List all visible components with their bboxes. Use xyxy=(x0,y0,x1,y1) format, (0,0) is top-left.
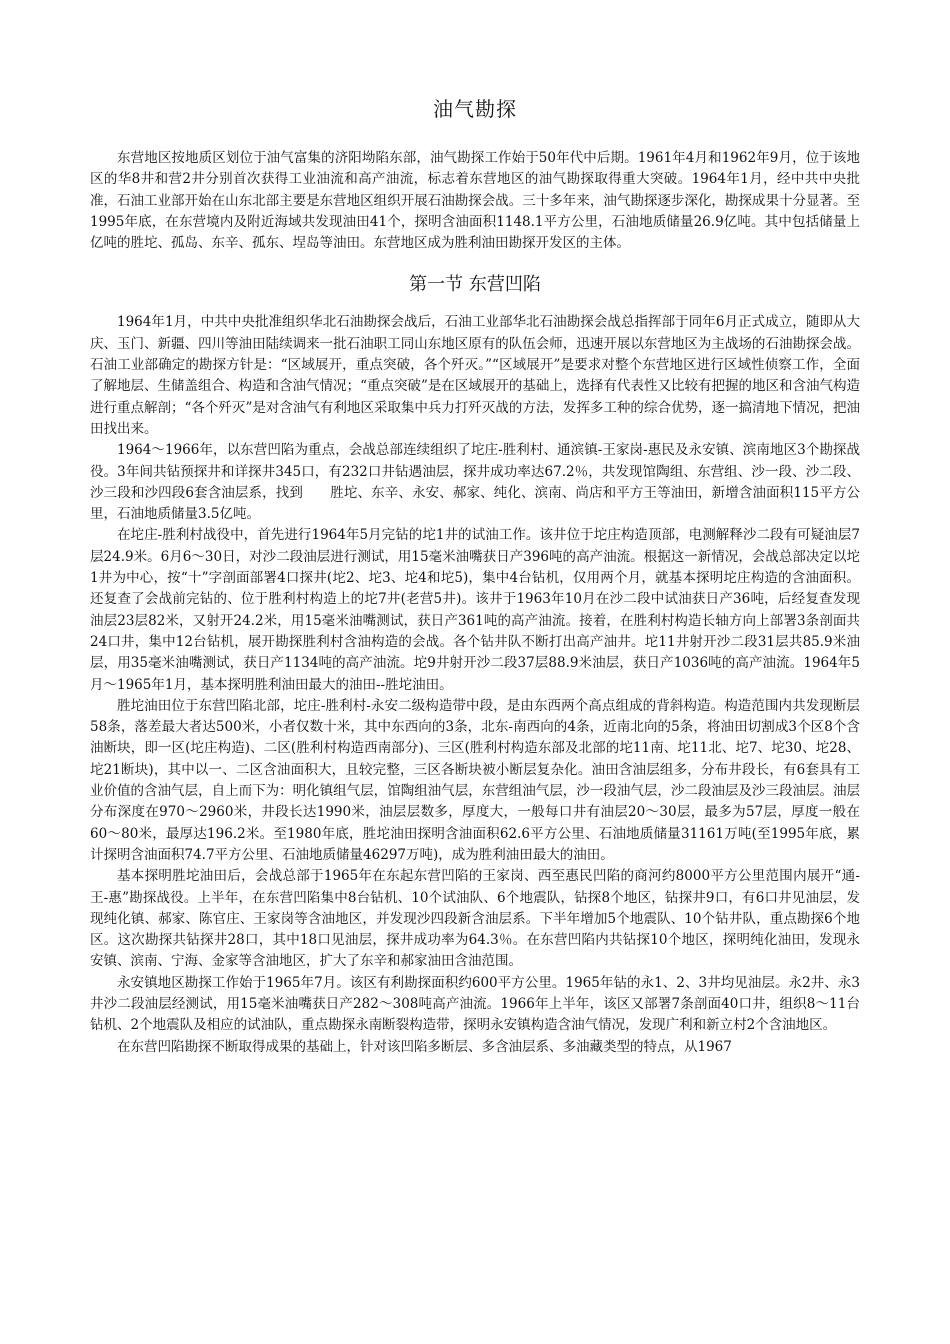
body-paragraph: 1964年1月，中共中央批准组织华北石油勘探会战后，石油工业部华北石油勘探会战总指挥部于同年6月正式成立，随即从大庆、玉门、新疆、四川等油田陆续调来一批石油职工同山东地区原有的队伍会师，迅速开展以东营地区为主战场的石油勘探会战。石油工业部确定的勘探方针是：“区域展开，重点突破，各个歼灭。”“区域展开”是要求对整个东营地区进行区域性侦察工作，全面了解地层、生储盖组合、构造和含油气情况；“重点突破”是在区域展开的基础上，选择有代表性又比较有把握的地区和含油气构造进行重点解剖；“各个歼灭”是对含油气有利地区采取集中兵力打歼灭战的方法，发挥多工种的综合优势，逐一搞清地下情况，把油田找出来。 xyxy=(90,314,860,437)
body-paragraph: 1964～1966年，以东营凹陷为重点，会战总部连续组织了坨庄-胜利村、通滨镇-王家岗-惠民及永安镇、滨南地区3个勘探战役。3年间共钻预探井和详探井345口，有232口井钻遇油层，探井成功率达67.2％，共发现馆陶组、东营组、沙一段、沙二段、沙三段和沙四段6套含油层系，找到 胜坨、东辛、永安、郝家、纯化、滨南、尚店和平方王等油田，新增含油面积115平方公里，石油地质储量3.5亿吨。 xyxy=(90,442,860,523)
body-paragraph: 基本探明胜坨油田后，会战总部于1965年在东起东营凹陷的王家岗、西至惠民凹陷的商河约8000平方公里范围内展开“通-王-惠”勘探战役。上半年，在东营凹陷集中8台钻机、10个试油队、6个地震队，钻探8个地区，钻探井9口，有6口井见油层，发现纯化镇、郝家、陈官庄、王家岗等含油地区，并发现沙四段新含油层系。下半年增加5个地震队、10个钻井队，重点勘探6个地区。这次勘探共钻探井28口，其中18口见油层，探井成功率为64.3％。在东营凹陷内共钻探10个地区，探明纯化油田，发现永安镇、滨南、宁海、金家等含油地区，扩大了东辛和郝家油田含油范围。 xyxy=(90,868,860,970)
intro-paragraph: 东营地区按地质区划位于油气富集的济阳坳陷东部，油气勘探工作始于50年代中后期。1961年4月和1962年9月，位于该地区的华8井和营2井分别首次获得工业油流和高产油流，标志着东营地区的油气勘探取得重大突破。1964年1月，经中共中央批准，石油工业部开始在山东北部主要是东营地区组织开展石油勘探会战。三十多年来，油气勘探逐步深化，勘探成果十分显著。至1995年底，在东营境内及附近海域共发现油田41个，探明含油面积1148.1平方公里，石油地质储量26.9亿吨。其中包括储量上亿吨的胜坨、孤岛、东辛、孤东、埕岛等油田。东营地区成为胜利油田勘探开发区的主体。 xyxy=(90,150,860,252)
document-title: 油气勘探 xyxy=(433,97,517,121)
document-page xyxy=(90,94,860,1058)
section-heading: 第一节 东营凹陷 xyxy=(409,274,541,296)
body-paragraph: 胜坨油田位于东营凹陷北部，坨庄-胜利村-永安二级构造带中段，是由东西两个高点组成的背斜构造。构造范围内共发现断层58条，落差最大者达500米，小者仅数十米，其中东西向的3条，北东-南西向的4条，近南北向的5条，将油田切割成3个区8个含油断块，即一区(坨庄构造)、二区(胜利村构造西南部分)、三区(胜利村构造东部及北部的坨11南、坨11北、坨7、坨30、坨28、坨21断块)，其中以一、二区含油面积大，且较完整，三区各断块被小断层复杂化。油田含油层组多，分布井段长，有6套具有工业价值的含油气层，自上而下为：明化镇组气层，馆陶组油气层，东营组油气层，沙一段油气层，沙二段油层及沙三段油层。油层分布深度在970～2960米，井段长达1990米，油层层数多，厚度大，一般每口井有油层20～30层，最多为57层，厚度一般在60～80米，最厚达196.2米。至1980年底，胜坨油田探明含油面积62.6平方公里、石油地质储量31161万吨(至1995年底，累计探明含油面积74.7平方公里、石油地质储量46297万吨)，成为胜利油田最大的油田。 xyxy=(90,697,860,863)
body-paragraph: 在坨庄-胜利村战役中，首先进行1964年5月完钻的坨1井的试油工作。该井位于坨庄构造顶部，电测解释沙二段有可疑油层7层24.9米。6月6～30日，对沙二段油层进行测试，用15毫米油嘴获日产396吨的高产油流。根据这一新情况，会战总部决定以坨1井为中心，按“十”字剖面部署4口探井(坨2、坨3、坨4和坨5)，集中4台钻机，仅用两个月，就基本探明坨庄构造的含油面积。还复查了会战前完钻的、位于胜利村构造上的坨7井(老营5井)。该井于1963年10月在沙二段中试油获日产36吨，后经复查发现油层23层82米，又射开24.2米，用15毫米油嘴测试，获日产361吨的高产油流。接着，在胜利村构造长轴方向上部署3条剖面共24口井，集中12台钻机，展开勘探胜利村含油构造的会战。各个钻井队不断打出高产油井。坨11井射开沙二段31层共85.9米油层，用35毫米油嘴测试，获日产1134吨的高产油流。坨9井射开沙二段37层88.9米油层，获日产1036吨的高产油流。1964年5月～1965年1月，基本探明胜利油田最大的油田--胜坨油田。 xyxy=(90,527,860,693)
body-paragraph: 在东营凹陷勘探不断取得成果的基础上，针对该凹陷多断层、多含油层系、多油藏类型的特点，从1967 xyxy=(117,1038,732,1055)
body-paragraph: 永安镇地区勘探工作始于1965年7月。该区有利勘探面积约600平方公里。1965年钻的永1、2、3井均见油层。永2井、永3井沙二段油层经测试，用15毫米油嘴获日产282～308吨高产油流。1966年上半年，该区又部署7条剖面40口井，组织8～11台钻机、2个地震队及相应的试油队，重点勘探永南断裂构造带，探明永安镇构造含油气情况，发现广利和新立村2个含油地区。 xyxy=(90,974,860,1034)
